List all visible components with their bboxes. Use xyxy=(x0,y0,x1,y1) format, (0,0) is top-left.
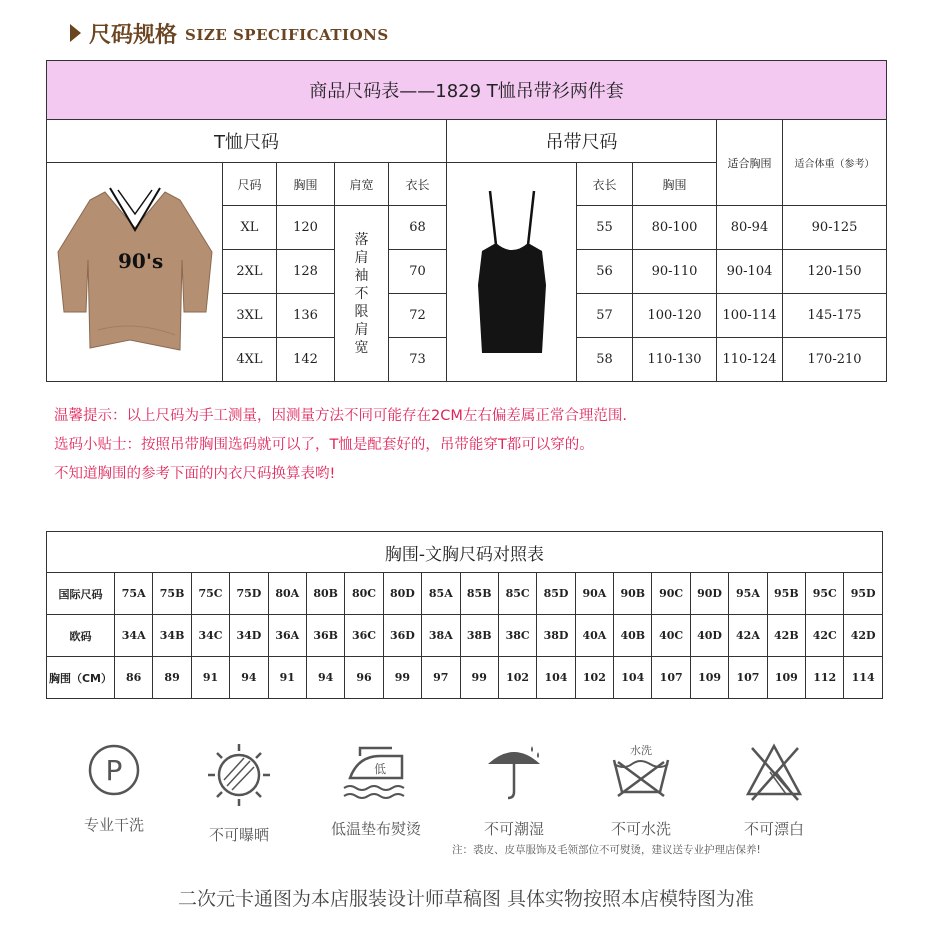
bra-cell: 109 xyxy=(767,657,805,699)
bra-cell: 42B xyxy=(767,615,805,657)
bra-cell: 97 xyxy=(422,657,460,699)
low-iron-icon xyxy=(336,740,416,804)
bra-size-table xyxy=(46,531,883,699)
bra-cell: 75D xyxy=(230,573,268,615)
size-table xyxy=(46,60,887,382)
row-label: 胸围（CM） xyxy=(47,657,115,699)
bra-cell: 107 xyxy=(729,657,767,699)
bra-cell: 102 xyxy=(498,657,536,699)
bra-cell: 85C xyxy=(498,573,536,615)
cell-length: 70 xyxy=(389,250,447,294)
no-bleach-icon xyxy=(742,740,806,804)
triangle-bullet-icon xyxy=(70,24,81,42)
tshirt-image xyxy=(47,163,223,382)
bra-cell: 36C xyxy=(345,615,383,657)
bra-cell: 40D xyxy=(690,615,728,657)
bra-cell: 40B xyxy=(614,615,652,657)
col-size: 尺码 xyxy=(223,163,277,206)
bra-row-bust xyxy=(47,657,883,699)
cell-cami-bust: 100-120 xyxy=(633,294,717,338)
care-dry-clean xyxy=(54,740,174,835)
bra-cell: 95A xyxy=(729,573,767,615)
no-sun-icon xyxy=(204,740,274,810)
bra-cell: 94 xyxy=(230,657,268,699)
svg-text:水洗: 水洗 xyxy=(630,744,652,757)
cell-bust: 142 xyxy=(277,338,335,382)
bra-cell: 34A xyxy=(115,615,153,657)
cell-cami-length: 58 xyxy=(577,338,633,382)
cell-cami-length: 55 xyxy=(577,206,633,250)
care-label: 不可潮湿 xyxy=(483,820,544,838)
cell-size: 2XL xyxy=(223,250,277,294)
cell-cami-bust: 80-100 xyxy=(633,206,717,250)
care-label: 不可漂白 xyxy=(743,820,804,838)
col-length: 衣长 xyxy=(389,163,447,206)
bra-cell: 89 xyxy=(153,657,191,699)
bra-cell: 90B xyxy=(614,573,652,615)
bra-cell: 102 xyxy=(575,657,613,699)
dry-clean-icon xyxy=(84,740,144,800)
cell-cami-bust: 90-110 xyxy=(633,250,717,294)
bra-cell: 75A xyxy=(115,573,153,615)
care-no-wet xyxy=(454,740,574,839)
row-label: 国际尺码 xyxy=(47,573,115,615)
svg-text:低: 低 xyxy=(373,762,387,776)
cell-length: 68 xyxy=(389,206,447,250)
bra-cell: 85B xyxy=(460,573,498,615)
bra-cell: 104 xyxy=(537,657,575,699)
bra-cell: 34D xyxy=(230,615,268,657)
bra-cell: 34C xyxy=(191,615,229,657)
col-bust: 胸围 xyxy=(277,163,335,206)
cell-fit-bust: 100-114 xyxy=(717,294,783,338)
bra-cell: 42A xyxy=(729,615,767,657)
bra-row-eu xyxy=(47,615,883,657)
bra-cell: 90C xyxy=(652,573,690,615)
care-no-bleach xyxy=(714,740,834,839)
bra-cell: 85A xyxy=(422,573,460,615)
bra-cell: 90A xyxy=(575,573,613,615)
cell-cami-length: 56 xyxy=(577,250,633,294)
bra-cell: 38D xyxy=(537,615,575,657)
bra-cell: 99 xyxy=(460,657,498,699)
bra-cell: 36A xyxy=(268,615,306,657)
note-bra-ref: 不知道胸围的参考下面的内衣尺码换算表哟! xyxy=(54,466,336,482)
tshirt-size-header: T恤尺码 xyxy=(47,120,447,163)
care-no-wash xyxy=(581,740,701,839)
no-wet-icon xyxy=(482,740,546,804)
header-title-en: SIZE SPECIFICATIONS xyxy=(185,26,389,44)
cell-fit-weight: 90-125 xyxy=(783,206,887,250)
bra-cell: 112 xyxy=(806,657,844,699)
bra-cell: 80B xyxy=(306,573,344,615)
fit-weight-header: 适合体重（参考） xyxy=(783,120,887,206)
cell-size: 3XL xyxy=(223,294,277,338)
bra-cell: 90D xyxy=(690,573,728,615)
bra-cell: 96 xyxy=(345,657,383,699)
bra-cell: 34B xyxy=(153,615,191,657)
col-cami-length: 衣长 xyxy=(577,163,633,206)
cami-image xyxy=(447,163,577,382)
bra-cell: 86 xyxy=(115,657,153,699)
col-shoulder: 肩宽 xyxy=(335,163,389,206)
bra-cell: 40A xyxy=(575,615,613,657)
bra-cell: 114 xyxy=(844,657,882,699)
bra-cell: 38C xyxy=(498,615,536,657)
cami-size-header: 吊带尺码 xyxy=(447,120,717,163)
bra-cell: 38A xyxy=(422,615,460,657)
cell-fit-weight: 170-210 xyxy=(783,338,887,382)
bra-cell: 85D xyxy=(537,573,575,615)
care-no-sun xyxy=(179,740,299,845)
bra-cell: 40C xyxy=(652,615,690,657)
bra-cell: 91 xyxy=(191,657,229,699)
bra-cell: 42C xyxy=(806,615,844,657)
bra-cell: 80A xyxy=(268,573,306,615)
bra-cell: 38B xyxy=(460,615,498,657)
no-wash-icon xyxy=(606,740,676,804)
bra-cell: 107 xyxy=(652,657,690,699)
cell-fit-bust: 80-94 xyxy=(717,206,783,250)
cell-cami-bust: 110-130 xyxy=(633,338,717,382)
cell-cami-length: 57 xyxy=(577,294,633,338)
notes xyxy=(54,402,627,489)
row-label: 欧码 xyxy=(47,615,115,657)
cell-length: 72 xyxy=(389,294,447,338)
bra-cell: 36B xyxy=(306,615,344,657)
bra-cell: 104 xyxy=(614,657,652,699)
size-table-title: 商品尺码表——1829 T恤吊带衫两件套 xyxy=(47,61,887,120)
bra-cell: 95D xyxy=(844,573,882,615)
bra-cell: 75C xyxy=(191,573,229,615)
care-label: 不可曝晒 xyxy=(208,826,269,844)
cell-fit-bust: 110-124 xyxy=(717,338,783,382)
bra-table-title: 胸围-文胸尺码对照表 xyxy=(47,532,883,573)
care-low-iron xyxy=(316,740,436,839)
section-header xyxy=(70,18,389,48)
bra-cell: 36D xyxy=(383,615,421,657)
care-label: 不可水洗 xyxy=(610,820,671,838)
bra-cell: 109 xyxy=(690,657,728,699)
cell-size: XL xyxy=(223,206,277,250)
note-measurement: 温馨提示：以上尺码为手工测量，因测量方法不同可能存在2CM左右偏差属正常合理范围. xyxy=(54,408,627,424)
cell-bust: 128 xyxy=(277,250,335,294)
care-label: 专业干洗 xyxy=(83,816,144,834)
footer-disclaimer: 二次元卡通图为本店服装设计师草稿图 具体实物按照本店模特图为准 xyxy=(177,888,755,910)
header-title-cn: 尺码规格 xyxy=(89,22,178,48)
col-cami-bust: 胸围 xyxy=(633,163,717,206)
care-label: 低温垫布熨烫 xyxy=(330,820,421,838)
bra-cell: 94 xyxy=(306,657,344,699)
tshirt-print-text: 90's xyxy=(117,249,163,273)
shoulder-note: 落 肩 袖 不 限 肩 宽 xyxy=(335,206,389,382)
svg-text:P: P xyxy=(105,754,123,787)
cell-fit-bust: 90-104 xyxy=(717,250,783,294)
bra-cell: 95C xyxy=(806,573,844,615)
cell-size: 4XL xyxy=(223,338,277,382)
tshirt-illustration xyxy=(50,180,220,360)
cell-fit-weight: 145-175 xyxy=(783,294,887,338)
cell-bust: 120 xyxy=(277,206,335,250)
note-size-tip: 选码小贴士：按照吊带胸围选码就可以了，T恤是配套好的，吊带能穿T都可以穿的。 xyxy=(54,437,594,453)
bra-cell: 80C xyxy=(345,573,383,615)
cami-illustration xyxy=(450,185,574,355)
bra-cell: 42D xyxy=(844,615,882,657)
bra-cell: 91 xyxy=(268,657,306,699)
bra-cell: 95B xyxy=(767,573,805,615)
fit-bust-header: 适合胸围 xyxy=(717,120,783,206)
bra-cell: 75B xyxy=(153,573,191,615)
cell-length: 73 xyxy=(389,338,447,382)
bra-cell: 99 xyxy=(383,657,421,699)
cell-fit-weight: 120-150 xyxy=(783,250,887,294)
bra-row-intl xyxy=(47,573,883,615)
cell-bust: 136 xyxy=(277,294,335,338)
bra-cell: 80D xyxy=(383,573,421,615)
care-note: 注：裘皮、皮草服饰及毛领部位不可熨烫，建议送专业护理店保养! xyxy=(452,844,761,856)
